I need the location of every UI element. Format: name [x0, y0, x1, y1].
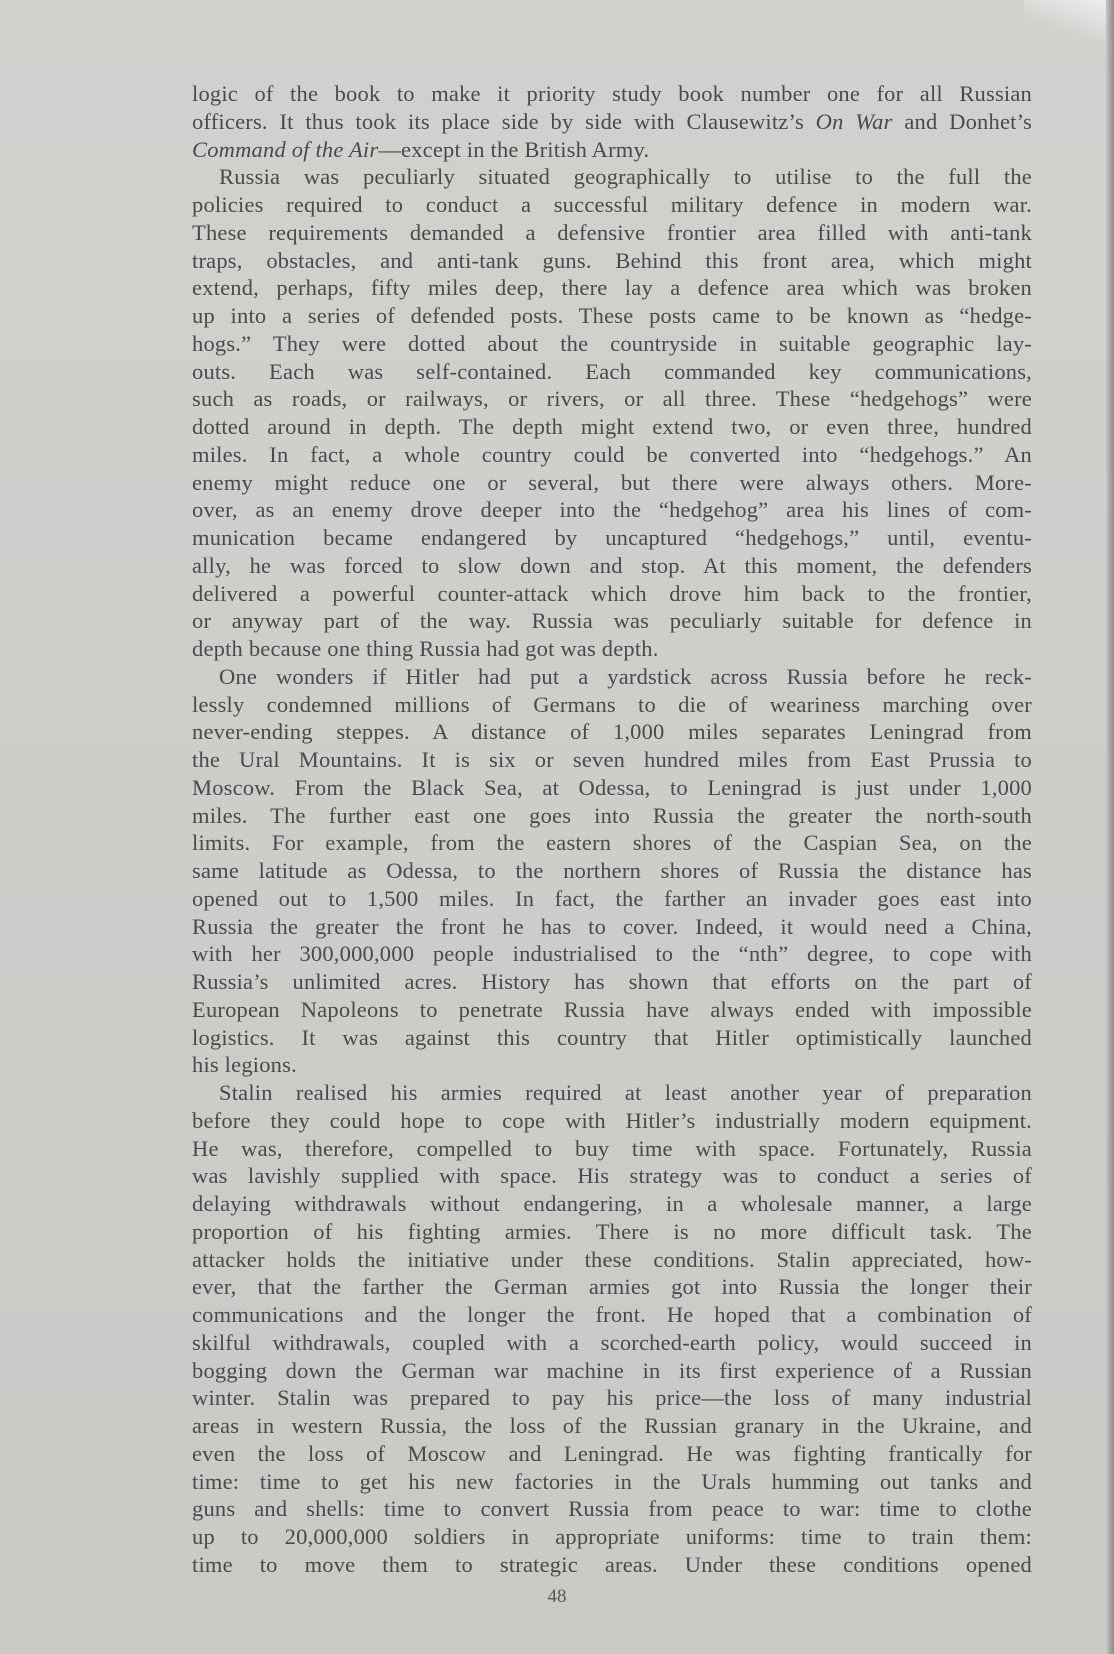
text-line	[192, 607, 1032, 635]
text-span: or anyway part of the way. Russia was peculiarly suitable for defence in	[192, 608, 1032, 634]
text-span: bogging down the German war machine in its first experience of a Russian	[192, 1357, 1032, 1383]
text-span: time: time to get his new factories in the Urals humming out tanks and	[192, 1468, 1032, 1494]
text-span: even the loss of Moscow and Leningrad. He was fighting frantically for	[192, 1440, 1032, 1466]
text-span: lessly condemned millions of Germans to die of weariness marching over	[192, 691, 1032, 717]
body-text	[192, 80, 1032, 1579]
text-span: same latitude as Odessa, to the northern shores of Russia the distance has	[192, 858, 1032, 883]
text-span: Russia the greater the front he has to cover. Indeed, it would need a China,	[192, 913, 1032, 939]
text-span: delaying withdrawals without endangering, in a wholesale manner, a large	[192, 1191, 1032, 1216]
text-span: was lavishly supplied with space. His strategy was to conduct a series of	[192, 1163, 1032, 1189]
text-span: dotted around in depth. The depth might extend two, or even three, hundred	[192, 414, 1032, 439]
text-line	[192, 996, 1032, 1024]
text-span: extend, perhaps, fifty miles deep, there lay a defence area which was broken	[192, 275, 1032, 301]
text-line	[192, 1357, 1032, 1385]
text-line	[192, 1162, 1032, 1190]
text-span: over, as an enemy drove deeper into the “hedgehog” area his lines of com-	[192, 497, 1032, 523]
text-span: logic of the book to make it priority study book number one for all Russian	[192, 81, 1032, 106]
text-line	[192, 1495, 1032, 1523]
text-span: and Donhet’s	[892, 108, 1032, 134]
text-line	[192, 108, 1032, 136]
text-span: One wonders if Hitler had put a yardstick across Russia before he reck-	[219, 663, 1032, 689]
text-line	[192, 940, 1032, 968]
text-line	[192, 80, 1032, 108]
text-span: policies required to conduct a successful military defence in modern war.	[192, 192, 1032, 217]
text-span: Moscow. From the Black Sea, at Odessa, to Leningrad is just under 1,000	[192, 774, 1032, 800]
text-span: before they could hope to cope with Hitler’s industrially modern equipment.	[192, 1107, 1032, 1133]
text-span: never-ending steppes. A distance of 1,000 miles separates Leningrad from	[192, 719, 1032, 745]
italic-title: Command of the Air	[192, 136, 379, 162]
text-line	[192, 330, 1032, 358]
text-span: traps, obstacles, and anti-tank guns. Behind this front area, which might	[192, 247, 1032, 273]
text-span: logistics. It was against this country that Hitler optimistically launched	[192, 1024, 1032, 1050]
text-span: miles. In fact, a whole country could be converted into “hedgehogs.” An	[192, 441, 1032, 467]
text-line	[192, 274, 1032, 302]
text-span: Russia was peculiarly situated geographically to utilise to the full the	[219, 164, 1032, 190]
text-span: officers. It thus took its place side by side with Clausewitz’s	[192, 108, 816, 134]
text-line	[192, 1440, 1032, 1468]
text-line	[192, 469, 1032, 497]
text-line	[192, 1079, 1032, 1107]
text-line	[192, 219, 1032, 247]
text-line	[192, 358, 1032, 386]
text-line	[192, 1051, 1032, 1079]
text-span: ally, he was forced to slow down and stop. At this moment, the defenders	[192, 552, 1032, 578]
text-line	[192, 496, 1032, 524]
text-line	[192, 718, 1032, 746]
text-span: These requirements demanded a defensive frontier area filled with anti-tank	[192, 219, 1032, 245]
text-span: proportion of his fighting armies. There is no more difficult task. The	[192, 1218, 1032, 1244]
text-span: delivered a powerful counter-attack which drove him back to the frontier,	[192, 580, 1032, 606]
text-line	[192, 663, 1032, 691]
text-line	[192, 1107, 1032, 1135]
text-line	[192, 691, 1032, 719]
text-line	[192, 1523, 1032, 1551]
text-span: such as roads, or railways, or rivers, or all three. These “hedgehogs” were	[192, 386, 1032, 412]
text-line	[192, 1273, 1032, 1301]
text-span: with her 300,000,000 people industrialised to the “nth” degree, to cope with	[192, 941, 1032, 967]
text-span: attacker holds the initiative under these conditions. Stalin appreciated, how-	[192, 1246, 1032, 1272]
text-span: up to 20,000,000 soldiers in appropriate uniforms: time to train them:	[192, 1524, 1032, 1549]
text-line	[192, 635, 1032, 663]
text-line	[192, 247, 1032, 275]
text-line	[192, 1301, 1032, 1329]
text-span: He was, therefore, compelled to buy time with space. Fortunately, Russia	[192, 1135, 1032, 1161]
text-span: winter. Stalin was prepared to pay his price—the loss of many industrial	[192, 1385, 1032, 1411]
text-line	[192, 1468, 1032, 1496]
text-line	[192, 968, 1032, 996]
text-span: European Napoleons to penetrate Russia have always ended with impossible	[192, 996, 1032, 1022]
text-line	[192, 1190, 1032, 1218]
text-line	[192, 441, 1032, 469]
text-line	[192, 163, 1032, 191]
text-line	[192, 802, 1032, 830]
text-span: areas in western Russia, the loss of the Russian granary in the Ukraine, and	[192, 1413, 1032, 1438]
text-span: the Ural Mountains. It is six or seven hundred miles from East Prussia to	[192, 747, 1032, 772]
text-span: miles. The further east one goes into Russia the greater the north-south	[192, 802, 1032, 828]
text-span: skilful withdrawals, coupled with a scorched-earth policy, would succeed in	[192, 1329, 1032, 1355]
text-line	[192, 1329, 1032, 1357]
text-line	[192, 1246, 1032, 1274]
text-span: limits. For example, from the eastern shores of the Caspian Sea, on the	[192, 830, 1032, 856]
text-line	[192, 1218, 1032, 1246]
text-line	[192, 774, 1032, 802]
text-span: depth because one thing Russia had got was depth.	[192, 636, 659, 661]
text-line	[192, 302, 1032, 330]
text-span: enemy might reduce one or several, but there were always others. More-	[192, 469, 1032, 495]
text-span: Russia’s unlimited acres. History has shown that efforts on the part of	[192, 969, 1032, 994]
text-line	[192, 191, 1032, 219]
text-span: his legions.	[192, 1052, 297, 1078]
text-line	[192, 1551, 1032, 1579]
text-line	[192, 385, 1032, 413]
text-line	[192, 1135, 1032, 1163]
text-line	[192, 829, 1032, 857]
text-line	[192, 552, 1032, 580]
italic-title: On War	[815, 108, 893, 134]
text-span: communications and the longer the front. He hoped that a combination of	[192, 1302, 1032, 1327]
text-span: guns and shells: time to convert Russia from peace to war: time to clothe	[192, 1496, 1032, 1522]
text-line	[192, 580, 1032, 608]
text-span: opened out to 1,500 miles. In fact, the farther an invader goes east into	[192, 885, 1032, 911]
text-span: outs. Each was self-contained. Each commanded key communications,	[192, 358, 1032, 384]
text-line	[192, 413, 1032, 441]
text-line	[192, 1412, 1032, 1440]
text-span: munication became endangered by uncaptured “hedgehogs,” until, eventu-	[192, 525, 1032, 550]
page-number: 48	[547, 1586, 567, 1607]
text-span: —except in the British Army.	[378, 136, 650, 162]
text-span: ever, that the farther the German armies got into Russia the longer their	[192, 1274, 1032, 1300]
text-line	[192, 857, 1032, 885]
text-span: up into a series of defended posts. These posts came to be known as “hedge-	[192, 303, 1032, 328]
text-line	[192, 1024, 1032, 1052]
text-span: hogs.” They were dotted about the countryside in suitable geographic lay-	[192, 330, 1032, 356]
text-span: time to move them to strategic areas. Under these conditions opened	[192, 1551, 1032, 1577]
text-line	[192, 913, 1032, 941]
text-line	[192, 136, 1032, 164]
text-line	[192, 1384, 1032, 1412]
text-line	[192, 885, 1032, 913]
text-span: Stalin realised his armies required at least another year of preparation	[219, 1080, 1032, 1105]
text-line	[192, 746, 1032, 774]
page-corner-highlight	[1024, 0, 1114, 40]
page-edge-shadow	[1106, 0, 1114, 1654]
text-line	[192, 524, 1032, 552]
